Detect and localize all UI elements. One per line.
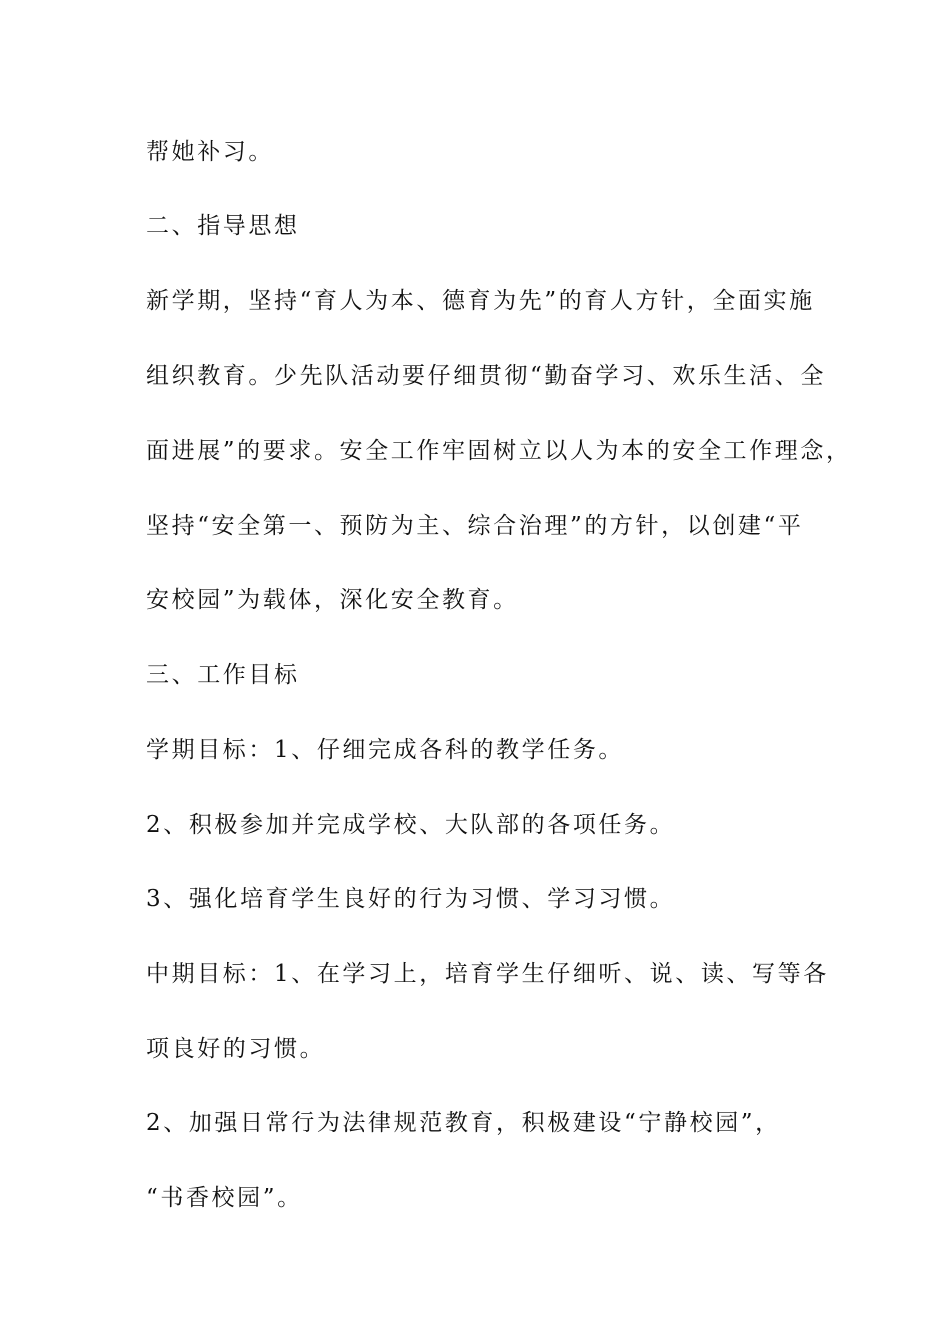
text-line-7: 安校园”为载体，深化安全教育。 (146, 587, 519, 613)
text-line-9: 学期目标：1、仔细完成各科的教学任务。 (146, 737, 625, 763)
text-line-13: 项良好的习惯。 (146, 1036, 326, 1062)
text-line-4: 组织教育。少先队活动要仔细贯彻“勤奋学习、欢乐生活、全 (146, 363, 826, 389)
text-line-12: 中期目标：1、在学习上，培育学生仔细听、说、读、写等各 (146, 961, 829, 987)
heading-work-goals: 三、工作目标 (146, 662, 300, 688)
text-line-3: 新学期，坚持“育人为本、德育为先”的育人方针，全面实施 (146, 288, 815, 314)
text-line-11: 3、强化培育学生良好的行为习惯、学习习惯。 (146, 886, 676, 912)
text-line-6: 坚持“安全第一、预防为主、综合治理”的方针，以创建“平 (146, 513, 804, 539)
text-line-14: 2、加强日常行为法律规范教育，积极建设“宁静校园”， (146, 1110, 781, 1136)
text-line-15: “书香校园”。 (146, 1185, 303, 1211)
text-line-1: 帮她补习。 (146, 139, 274, 165)
text-line-10: 2、积极参加并完成学校、大队部的各项任务。 (146, 812, 676, 838)
heading-guiding-ideology: 二、指导思想 (146, 213, 300, 239)
text-line-5: 面进展”的要求。安全工作牢固树立以人为本的安全工作理念， (146, 438, 852, 464)
